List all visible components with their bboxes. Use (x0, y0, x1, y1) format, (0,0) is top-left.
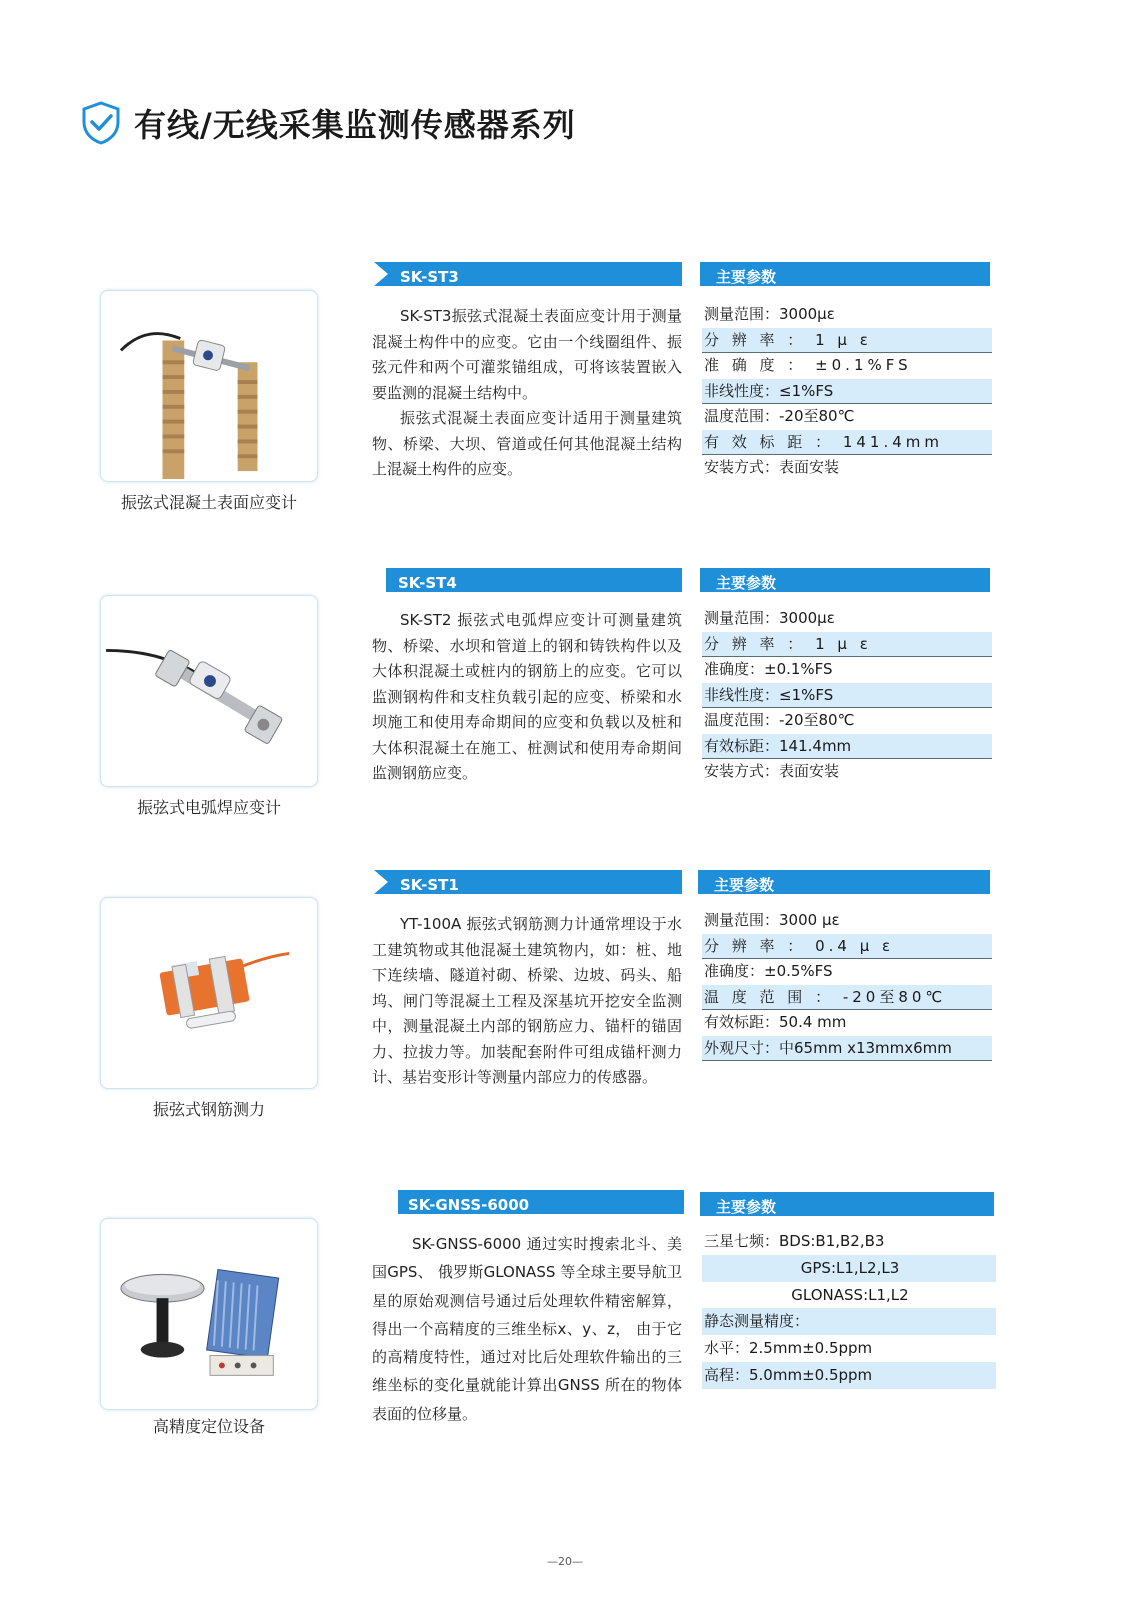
model-name: SK-ST1 (400, 876, 459, 894)
param-list (702, 302, 992, 481)
param-row: 有效标距：141.4mm (702, 734, 992, 760)
product-caption: 振弦式钢筋测力 (152, 1100, 265, 1119)
param-list (702, 606, 992, 785)
param-row: 准确度：±0.5%FS (704, 962, 833, 980)
param-row: 有效标距：50.4 mm (704, 1013, 847, 1031)
param-row: 温度范围：-20至80℃ (704, 407, 855, 425)
model-header (374, 262, 682, 286)
page-header (80, 100, 576, 146)
model-header (398, 1190, 684, 1214)
model-header (386, 568, 682, 592)
param-header (700, 262, 990, 286)
param-row: 测量范围：3000με (704, 305, 835, 323)
product-caption: 振弦式电弧焊应变计 (136, 798, 281, 817)
description-paragraph: 振弦式混凝土表面应变计适用于测量建筑物、桥梁、大坝、管道或任何其他混凝土结构上混凝土构件的应变。 (372, 409, 682, 478)
param-row: 测量范围：3000 με (704, 911, 840, 929)
param-header-label: 主要参数 (714, 876, 775, 894)
notch-icon (374, 870, 388, 894)
param-row: 安装方式：表面安装 (704, 762, 840, 780)
param-row: 外观尺寸：中65mm x13mmx6mm (702, 1036, 992, 1062)
description-paragraph: SK-ST2 振弦式电弧焊应变计可测量建筑物、桥梁、水坝和管道上的钢和铸铁构件以及大体积混凝土或桩内的钢筋上的应变。它可以监测钢构件和支柱负载引起的应变、桥梁和水坝施工和使用寿命期间的应变和负载以及桩和大体积混凝土在施工、桩测试和使用寿命期间监测钢筋应变。 (372, 611, 682, 782)
param-header (698, 870, 990, 894)
param-header-label: 主要参数 (716, 268, 777, 286)
param-row: 温 度 范 围 ： -20至80℃ (702, 985, 992, 1011)
model-name: SK-ST4 (398, 574, 457, 592)
param-header-label: 主要参数 (716, 1198, 777, 1216)
product-description (372, 912, 682, 1091)
param-row: GLONASS:L1,L2 (791, 1285, 909, 1304)
param-row: 高程：5.0mm±0.5ppm (702, 1362, 996, 1389)
param-header (700, 1192, 994, 1216)
model-header (374, 870, 682, 894)
product-description (372, 304, 682, 483)
product-caption: 高精度定位设备 (152, 1417, 265, 1436)
product-image-rebar-meter (100, 897, 318, 1089)
description-paragraph: SK-GNSS-6000 通过实时搜索北斗、美国GPS、 俄罗斯GLONASS 等全球主要导航卫星的原始观测信号通过后处理软件精密解算，得出一个高精度的三维坐标x、y、z， 由于它的高精度特性，通过对比后处理软件输出的三维坐标的变化量就能计算出GNSS 所在的物体表面的位移量。 (372, 1235, 682, 1423)
param-header-label: 主要参数 (716, 574, 777, 592)
description-paragraph: SK-ST3振弦式混凝土表面应变计用于测量混凝土构件中的应变。它由一个线圈组件、振弦元件和两个可灌浆锚组成，可将该装置嵌入要监测的混凝土结构中。 (372, 307, 682, 402)
product-caption: 振弦式混凝土表面应变计 (120, 493, 297, 512)
product-description (372, 608, 682, 787)
param-list (702, 1228, 996, 1389)
product-description (372, 1230, 682, 1428)
param-row: 分 辨 率 ： 1 μ ε (702, 328, 992, 354)
param-row: 分 辨 率 ： 0.4 μ ε (702, 934, 992, 960)
param-row: 三星七频：BDS:B1,B2,B3 (704, 1232, 885, 1250)
param-row: 测量范围：3000με (704, 609, 835, 627)
product-image-strain-gauge-surface (100, 290, 318, 482)
param-row: 温度范围：-20至80℃ (704, 711, 855, 729)
param-list (702, 908, 992, 1061)
product-image-arc-weld-gauge (100, 595, 318, 787)
model-name: SK-GNSS-6000 (408, 1196, 530, 1214)
param-row: 分 辨 率 ： 1 μ ε (702, 632, 992, 658)
product-image-gnss-receiver (100, 1218, 318, 1410)
param-row: 水平：2.5mm±0.5ppm (704, 1339, 873, 1358)
param-row: 安装方式：表面安装 (704, 458, 840, 476)
param-row: 准 确 度 ： ±0.1%FS (704, 356, 912, 374)
param-row: 非线性度：≤1%FS (702, 379, 992, 405)
model-name: SK-ST3 (400, 268, 459, 286)
description-paragraph: YT-100A 振弦式钢筋测力计通常埋设于水工建筑物或其他混凝土建筑物内，如：桩、地下连续墙、隧道衬砌、桥梁、边坡、码头、船坞、闸门等混凝土工程及深基坑开挖安全监测中，测量混凝土内部的钢筋应力、锚杆的锚固力、拉拔力等。加装配套附件可组成锚杆测力计、基岩变形计等测量内部应力的传感器。 (372, 915, 682, 1086)
param-row: GPS:L1,L2,L3 (702, 1255, 996, 1282)
page-title: 有线/无线采集监测传感器系列 (134, 106, 576, 144)
param-header (700, 568, 990, 592)
param-row: 准确度：±0.1%FS (704, 660, 833, 678)
param-row: 有 效 标 距 ： 141.4mm (702, 430, 992, 456)
param-row: 静态测量精度： (702, 1308, 996, 1335)
notch-icon (374, 262, 388, 286)
shield-check-icon (80, 100, 122, 146)
page-number: —20— (547, 1555, 583, 1568)
param-row: 非线性度：≤1%FS (702, 683, 992, 709)
